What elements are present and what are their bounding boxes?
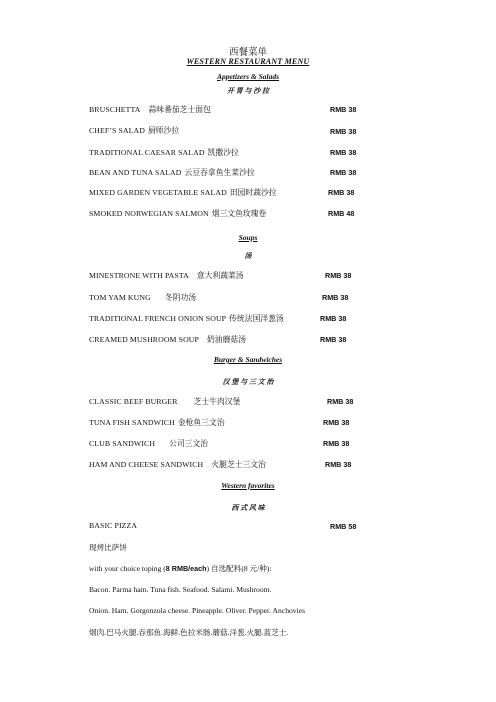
pizza-name-cn: 现烤比萨饼 [89, 543, 127, 552]
item-name: BEAN AND TUNA SALAD [89, 168, 182, 177]
item-name-cn: 冬阴功汤 [164, 293, 197, 302]
topping-tail: ) 自选配料(8 元/种): [206, 564, 272, 573]
item-name-cn: 芝士牛肉汉堡 [193, 397, 241, 406]
menu-item [89, 417, 409, 428]
section-heading-western-cn: 西 式 风 味 [231, 504, 265, 512]
menu-item [89, 187, 409, 198]
menu-item [89, 459, 409, 470]
item-name: TOM YAM KUNG [89, 293, 151, 302]
item-name: TRADITIONAL FRENCH ONION SOUP [89, 314, 227, 323]
menu-item [89, 438, 409, 449]
item-name-cn: 凯撒沙拉 [207, 148, 239, 157]
item-name: CHEF’S SALAD [89, 126, 146, 135]
menu-item [89, 167, 409, 178]
item-price: RMB 38 [325, 271, 352, 280]
item-price: RMB 38 [330, 127, 357, 136]
toppings-list-cn: 烟肉.巴马火腿.吞那鱼.海鲜.色拉米肠.蘑菇.洋葱.火腿.蓝芝士. [89, 628, 289, 637]
toppings-list-en-2: Onion. Ham. Gorgonzola cheese. Pineapple. Oliver. Pepper. Anchovies [89, 606, 306, 615]
menu-item [89, 270, 409, 281]
menu-title-en: WESTERN RESTAURANT MENU [186, 57, 310, 66]
item-price: RMB 48 [328, 209, 355, 218]
item-name: MIXED GARDEN VEGETABLE SALAD [89, 188, 227, 197]
item-name-cn: 金枪鱼三文治 [177, 418, 225, 427]
item-price: RMB 38 [327, 397, 354, 406]
item-name: CREAMED MUSHROOM SOUP [89, 335, 199, 344]
section-heading-western: Western favorites [221, 481, 275, 490]
item-name: HAM AND CHEESE SANDWICH [89, 460, 204, 469]
item-price: RMB 58 [330, 522, 357, 531]
menu-item [89, 125, 409, 136]
item-name: BRUSCHETTA [89, 105, 141, 114]
item-price: RMB 38 [322, 293, 349, 302]
item-name: CLASSIC BEEF BURGER [89, 397, 178, 406]
item-name-cn: 蒜味番茄芝士面包 [148, 105, 211, 114]
section-heading-burgers-cn: 汉 堡 与 三 文 治 [222, 378, 274, 386]
item-price: RMB 38 [323, 439, 350, 448]
menu-item [89, 147, 409, 158]
menu-item [89, 313, 409, 324]
section-heading-soups-cn: 汤 [244, 252, 252, 260]
menu-item [89, 104, 409, 115]
item-price: RMB 38 [320, 314, 347, 323]
toppings-list-en-1: Bacon. Parma ham. Tuna fish. Seafood. Salami. Mushroom. [89, 585, 272, 594]
topping-intro: with your choice toping ( [89, 564, 166, 573]
item-price: RMB 38 [323, 418, 350, 427]
item-name-cn: 传统法国洋葱汤 [229, 314, 284, 323]
item-name-cn: 公司三文治 [169, 439, 209, 448]
item-name-cn: 厨师沙拉 [148, 126, 180, 135]
section-heading-appetizers-cn: 开 胃 与 沙 拉 [227, 87, 269, 95]
item-price: RMB 38 [325, 460, 352, 469]
item-name: TUNA FISH SANDWICH [89, 418, 175, 427]
menu-title-cn: 西餐菜单 [228, 48, 267, 58]
item-price: RMB 38 [320, 335, 347, 344]
item-name-cn: 云豆吞拿鱼生菜沙拉 [184, 168, 255, 177]
item-price: RMB 38 [328, 188, 355, 197]
section-heading-soups: Soups [238, 233, 258, 242]
menu-item [89, 334, 409, 345]
topping-note [89, 563, 271, 574]
item-name-cn: 烟三文鱼玫瑰卷 [211, 209, 267, 218]
item-name-cn: 火腿芝士三文治 [211, 460, 266, 469]
item-price: RMB 38 [330, 168, 357, 177]
item-name: CLUB SANDWICH [89, 439, 156, 448]
topping-price: 8 RMB/each [165, 564, 207, 573]
item-name-cn: 田园时蔬沙拉 [229, 188, 277, 197]
item-name: TRADITIONAL CAESAR SALAD [89, 148, 205, 157]
item-price: RMB 38 [330, 105, 357, 114]
menu-item [89, 292, 409, 303]
section-heading-burgers: Burger & Sandwiches [213, 355, 283, 364]
menu-item [89, 396, 409, 407]
item-name: MINESTRONE WITH PASTA [89, 271, 189, 280]
item-price: RMB 38 [330, 148, 357, 157]
menu-item [89, 208, 409, 219]
menu-item [89, 521, 409, 530]
section-heading-appetizers: Appetizers & Salads [216, 72, 280, 81]
item-name-cn: 意大利蔬菜汤 [196, 271, 244, 280]
item-name-cn: 奶油蘑菇汤 [206, 335, 246, 344]
item-name: BASIC PIZZA [89, 521, 138, 530]
item-name: SMOKED NORWEGIAN SALMON [89, 209, 209, 218]
